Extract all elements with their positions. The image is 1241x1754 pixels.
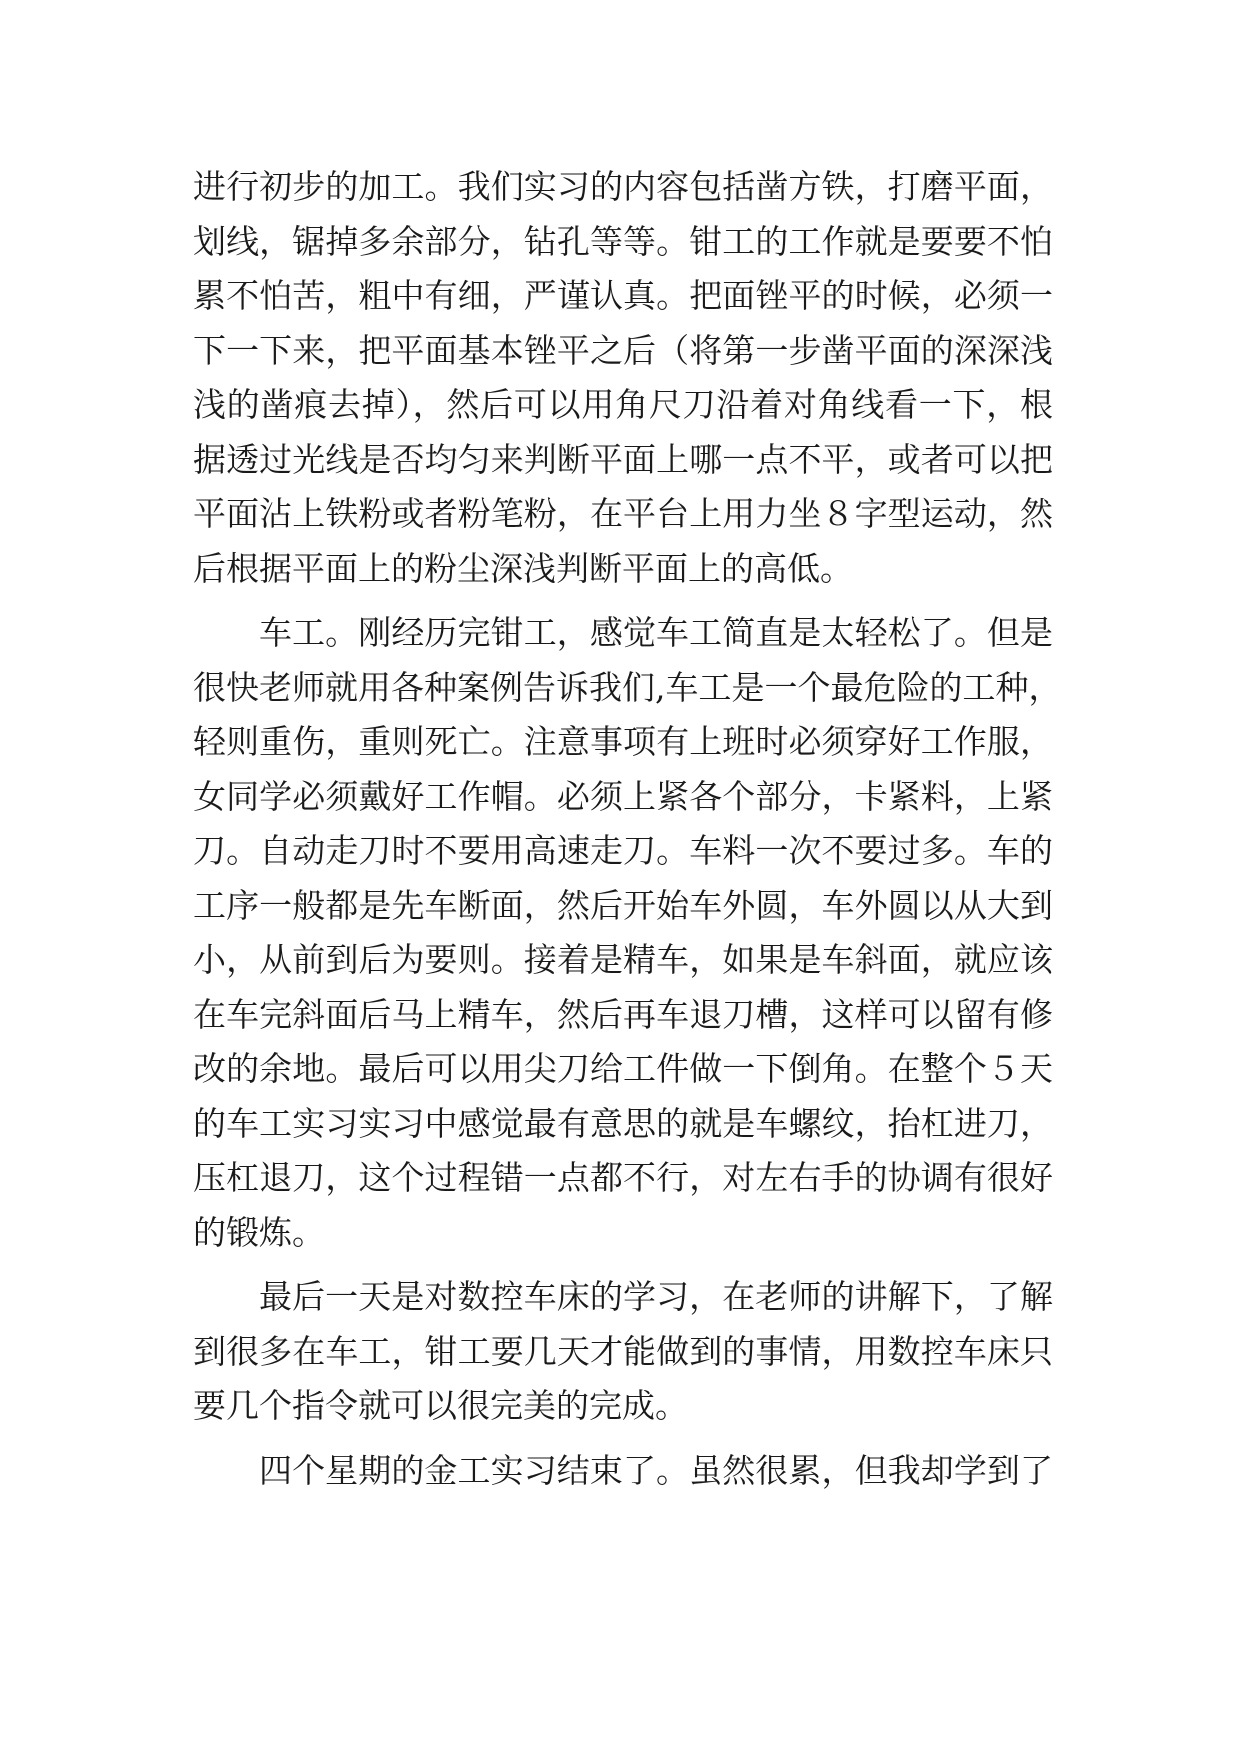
text-line: 轻则重伤，重则死亡。注意事项有上班时必须穿好工作服， bbox=[193, 722, 1053, 761]
text-line: 到很多在车工，钳工要几天才能做到的事情，用数控车床只 bbox=[193, 1331, 1053, 1371]
text-line: 四个星期的金工实习结束了。虽然很累，但我却学到了 bbox=[259, 1450, 1053, 1490]
text-line: 的锻炼。 bbox=[193, 1212, 325, 1252]
paragraph-gap bbox=[193, 1434, 1053, 1444]
text-line: 很快老师就用各种案例告诉我们,车工是一个最危险的工种， bbox=[193, 667, 1062, 707]
text-line: 累不怕苦，粗中有细，严谨认真。把面锉平的时候，必须一 bbox=[193, 276, 1053, 315]
text-line: 压杠退刀，这个过程错一点都不行，对左右手的协调有很好 bbox=[193, 1158, 1053, 1197]
text-line: 女同学必须戴好工作帽。必须上紧各个部分，卡紧料，上紧 bbox=[193, 776, 1053, 816]
text-line: 进行初步的加工。我们实习的内容包括凿方铁，打磨平面， bbox=[193, 167, 1053, 206]
text-line: 平面沾上铁粉或者粉笔粉，在平台上用力坐８字型运动，然 bbox=[193, 494, 1053, 533]
text-line: 要几个指令就可以很完美的完成。 bbox=[193, 1386, 688, 1425]
paragraph-lathe bbox=[193, 606, 1062, 1260]
text-line: 刀。自动走刀时不要用高速走刀。车料一次不要过多。车的 bbox=[193, 831, 1053, 870]
paragraph-gap bbox=[193, 1260, 1053, 1270]
text-line: 浅的凿痕去掉），然后可以用角尺刀沿着对角线看一下，根 bbox=[193, 385, 1053, 424]
paragraph-cnc bbox=[193, 1270, 1053, 1434]
text-line: 小，从前到后为要则。接着是精车，如果是车斜面，就应该 bbox=[193, 940, 1053, 979]
text-line: 改的余地。最后可以用尖刀给工件做一下倒角。在整个５天 bbox=[193, 1049, 1053, 1088]
text-line: 划线，锯掉多余部分，钻孔等等。钳工的工作就是要要不怕 bbox=[193, 221, 1053, 261]
text-line: 下一下来，把平面基本锉平之后（将第一步凿平面的深深浅 bbox=[193, 330, 1053, 370]
body-text bbox=[193, 160, 1062, 1498]
text-line: 车工。刚经历完钳工，感觉车工简直是太轻松了。但是 bbox=[259, 613, 1053, 652]
text-line: 最后一天是对数控车床的学习，在老师的讲解下，了解 bbox=[259, 1277, 1053, 1316]
text-line: 据透过光线是否均匀来判断平面上哪一点不平，或者可以把 bbox=[193, 439, 1053, 479]
text-line: 工序一般都是先车断面，然后开始车外圆，车外圆以从大到 bbox=[193, 885, 1053, 925]
text-line: 后根据平面上的粉尘深浅判断平面上的高低。 bbox=[193, 548, 853, 588]
text-line: 的车工实习实习中感觉最有意思的就是车螺纹，抬杠进刀， bbox=[193, 1103, 1053, 1143]
paragraph-fitter bbox=[193, 160, 1053, 596]
paragraph-conclusion bbox=[193, 1444, 1053, 1499]
text-line: 在车完斜面后马上精车，然后再车退刀槽，这样可以留有修 bbox=[193, 994, 1053, 1034]
paragraph-gap bbox=[193, 596, 1053, 606]
